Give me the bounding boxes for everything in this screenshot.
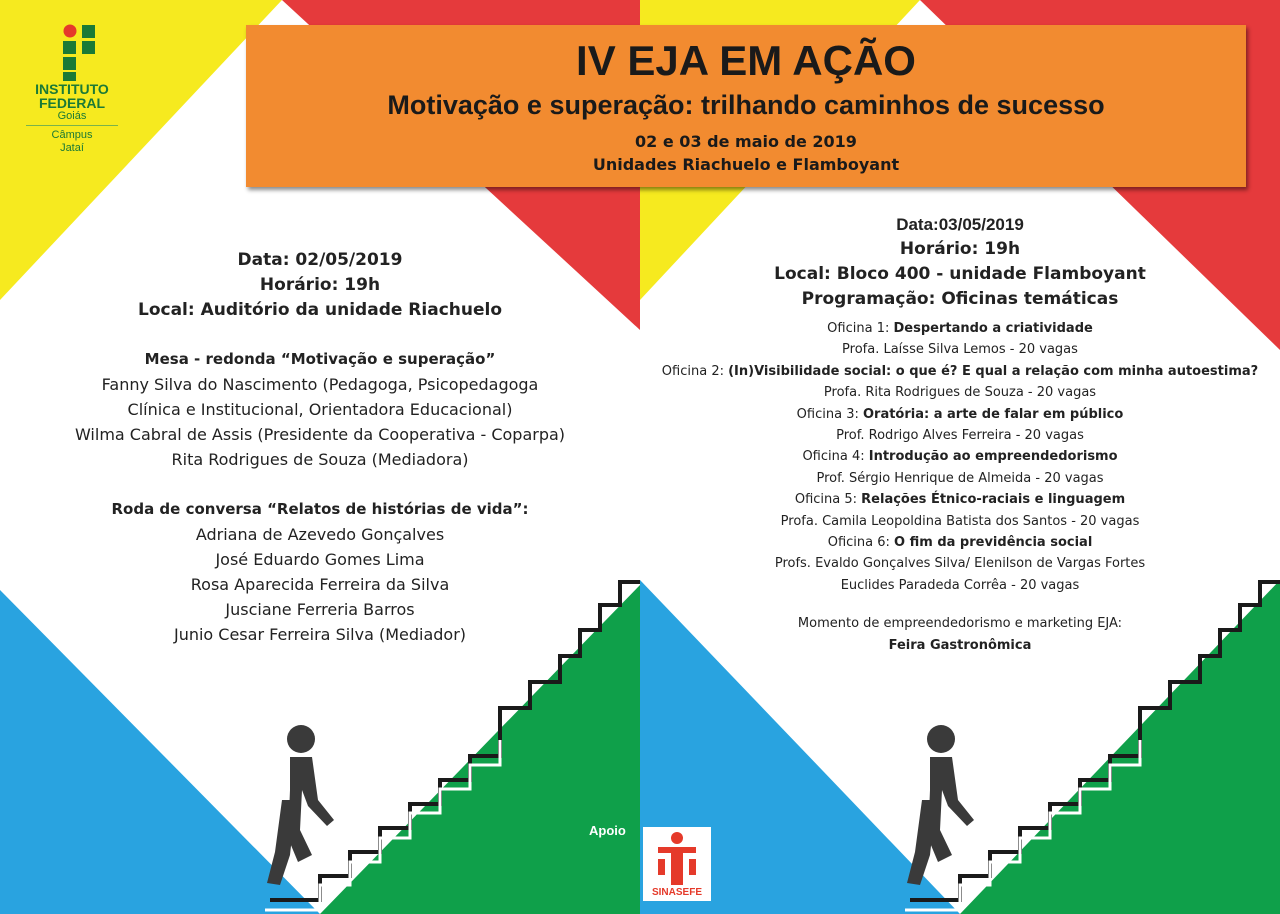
logo-divider: [26, 125, 118, 126]
workshop-title: O fim da previdência social: [894, 535, 1093, 551]
day2-date: Data:03/05/2019: [896, 215, 1024, 234]
logo-campus-line1: Câmpus: [51, 129, 93, 141]
event-banner: [246, 25, 1246, 187]
panel-line: Fanny Silva do Nascimento (Pedagoga, Psicopedagoga: [101, 375, 539, 394]
panel-line: Clínica e Institucional, Orientadora Educacional): [127, 400, 513, 419]
event-title: IV EJA EM AÇÃO: [576, 37, 916, 84]
workshop-number: Oficina 3:: [796, 406, 863, 422]
day1-schedule: [0, 248, 640, 647]
workshop-detail: Profa. Laísse Silva Lemos - 20 vagas: [842, 342, 1078, 358]
workshop-title: Relações Étnico-raciais e linguagem: [861, 492, 1126, 508]
day1-place: Local: Auditório da unidade Riachuelo: [137, 300, 503, 320]
workshop-detail: Euclides Paradeda Corrêa - 20 vagas: [840, 577, 1080, 593]
talk-line: Adriana de Azevedo Gonçalves: [195, 525, 445, 544]
institute-logo: [22, 20, 122, 155]
talk-line: Junio Cesar Ferreira Silva (Mediador): [173, 625, 467, 644]
workshop-number: Oficina 2:: [661, 363, 729, 379]
talk-title: Roda de conversa “Relatos de histórias de vida”:: [111, 500, 529, 518]
talk-line: Jusciane Ferreria Barros: [225, 600, 415, 619]
workshop-title: Oratória: a arte de falar em público: [862, 406, 1124, 422]
workshop-title: Despertando a criatividade: [893, 321, 1093, 336]
logo-campus-line2: Jataí: [60, 142, 84, 154]
workshop-detail: Profs. Evaldo Gonçalves Silva/ Elenilson de Vargas Fortes: [774, 556, 1146, 572]
workshop-number: Oficina 1:: [827, 321, 894, 336]
workshop-list: [640, 318, 1280, 596]
sinasefe-logo: [643, 827, 711, 901]
workshop-detail: Prof. Sérgio Henrique de Almeida - 20 vagas: [816, 470, 1104, 486]
workshop-title: (In)Visibilidade social: o que é? E qual a relação com minha autoestima?: [728, 363, 1259, 379]
day2-place: Local: Bloco 400 - unidade Flamboyant: [774, 264, 1146, 284]
if-logo-icon: [37, 20, 107, 82]
workshop-heading: [640, 532, 1280, 553]
day2-program: Programação: Oficinas temáticas: [801, 289, 1119, 309]
talk-line: José Eduardo Gomes Lima: [215, 550, 425, 569]
day1-date: Data: 02/05/2019: [237, 250, 403, 270]
person-right-icon: [907, 725, 974, 885]
logo-state: Goiás: [57, 110, 87, 122]
workshop-detail: Profa. Camila Leopoldina Batista dos Santos - 20 vagas: [780, 513, 1140, 529]
event-subtitle: Motivação e superação: trilhando caminhos de sucesso: [387, 90, 1105, 120]
workshop-heading: [640, 489, 1280, 510]
sinasefe-emblem-icon: [652, 829, 702, 887]
workshop-title: Introdução ao empreendedorismo: [868, 449, 1118, 465]
talk-line: Rosa Aparecida Ferreira da Silva: [190, 575, 450, 594]
day2-schedule: [640, 212, 1280, 656]
workshop-number: Oficina 5:: [794, 492, 862, 508]
workshop-heading: [640, 404, 1280, 425]
event-units: Unidades Riachuelo e Flamboyant: [592, 155, 900, 174]
person-left-icon: [267, 725, 334, 885]
panel-line: Wilma Cabral de Assis (Presidente da Cooperativa - Coparpa): [74, 425, 566, 444]
workshop-heading: [640, 361, 1280, 382]
logo-name-line1: INSTITUTO: [35, 81, 109, 97]
panel-title: Mesa - redonda “Motivação e superação”: [144, 350, 496, 368]
workshop-number: Oficina 4:: [802, 449, 869, 465]
logo-name-line2: FEDERAL: [38, 95, 106, 111]
workshop-heading: [640, 446, 1280, 467]
panel-line: Rita Rodrigues de Souza (Mediadora): [171, 450, 469, 469]
support-label: Apoio: [589, 823, 626, 838]
day1-time: Horário: 19h: [259, 275, 381, 295]
day2-time: Horário: 19h: [899, 239, 1021, 259]
workshop-number: Oficina 6:: [827, 535, 895, 551]
fair-title: Feira Gastronômica: [888, 637, 1032, 653]
workshop-detail: Profa. Rita Rodrigues de Souza - 20 vagas: [823, 385, 1097, 401]
sinasefe-name: SINASEFE: [651, 887, 702, 898]
workshop-heading: [640, 318, 1280, 339]
fair-intro: Momento de empreendedorismo e marketing EJA:: [797, 616, 1123, 632]
event-dates: 02 e 03 de maio de 2019: [635, 132, 857, 151]
workshop-detail: Prof. Rodrigo Alves Ferreira - 20 vagas: [836, 428, 1084, 444]
